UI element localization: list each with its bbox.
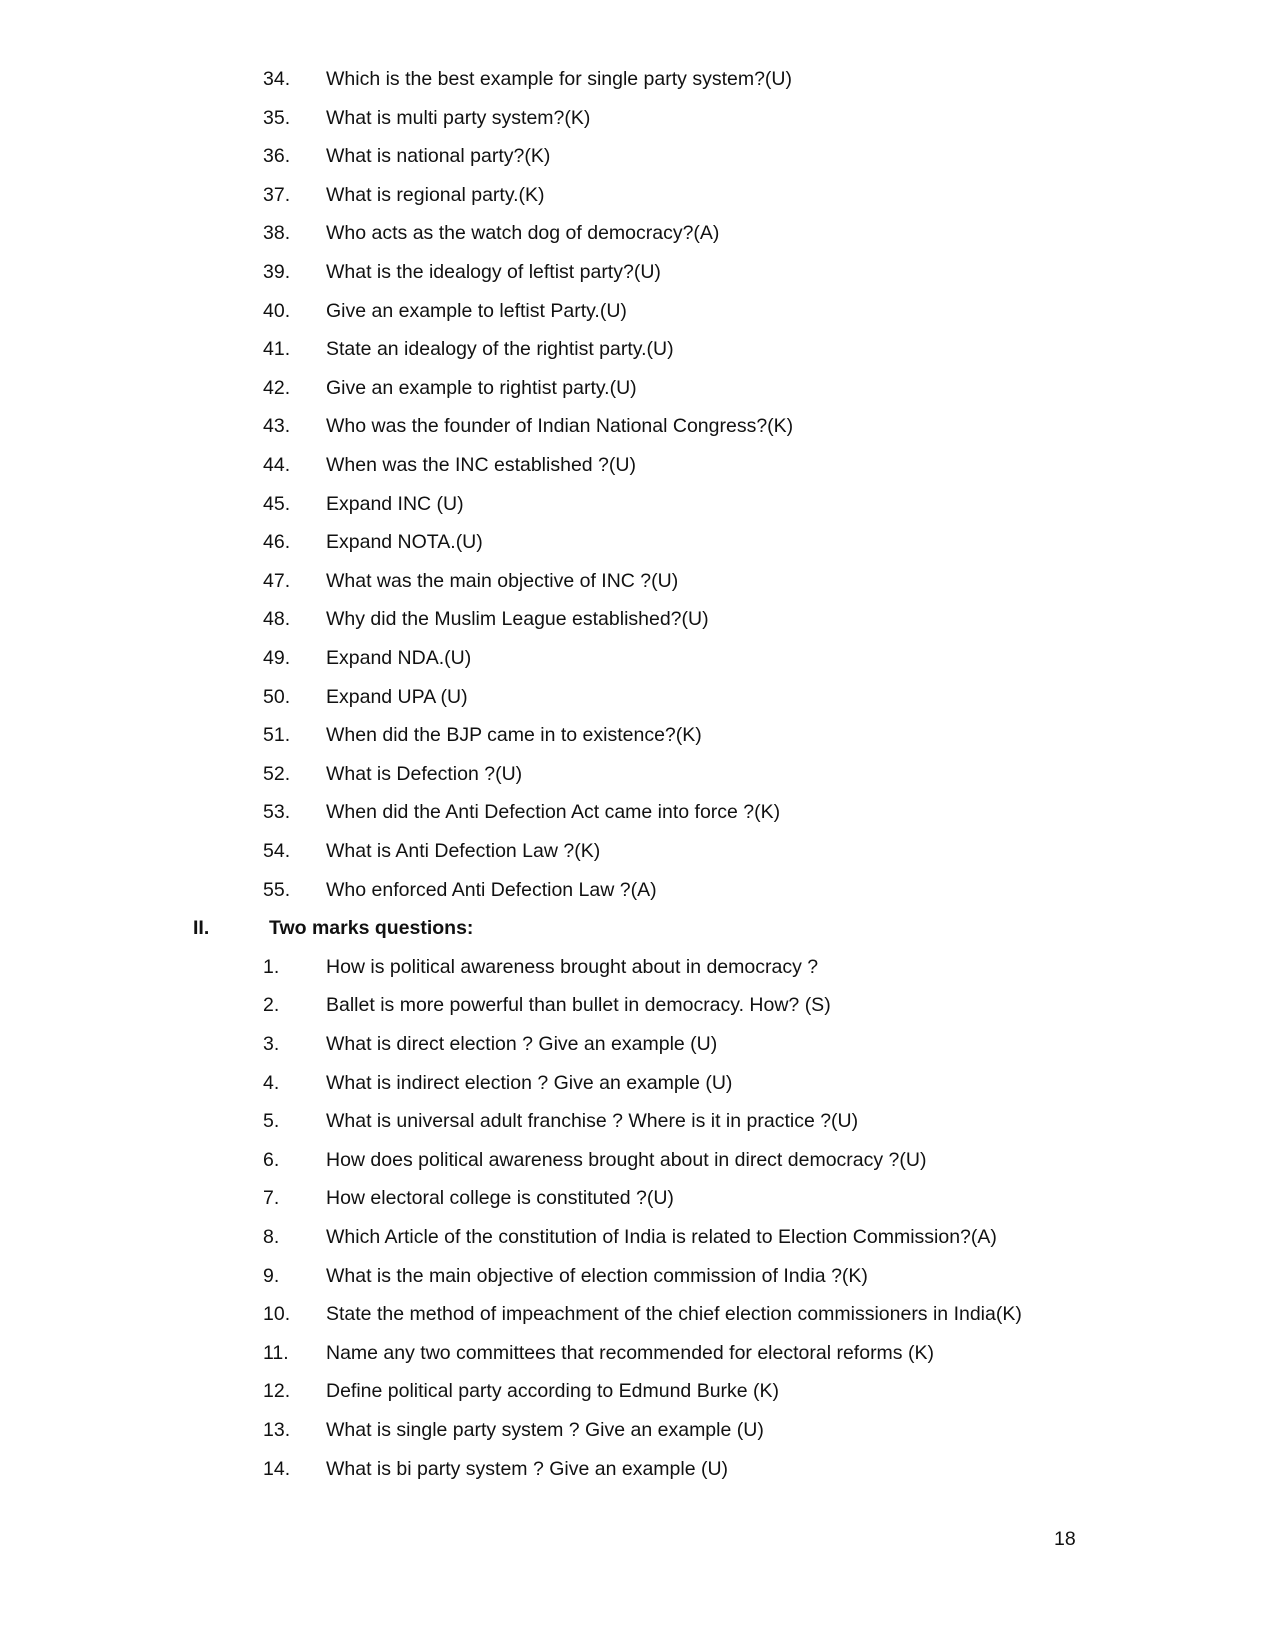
question-number: 42. <box>263 376 291 399</box>
question-text: When did the BJP came in to existence?(K) <box>326 724 702 747</box>
question-text: Ballet is more powerful than bullet in democracy. How? (S) <box>326 994 831 1017</box>
question-text: What is direct election ? Give an example (U) <box>326 1033 718 1055</box>
question-text: What is Anti Defection Law ?(K) <box>326 840 601 862</box>
question-number: 5. <box>263 1110 280 1133</box>
question-text: What is universal adult franchise ? Where is it in practice ?(U) <box>326 1110 859 1133</box>
question-number: 12. <box>263 1380 291 1403</box>
question-number: 43. <box>263 415 291 438</box>
question-text: When did the Anti Defection Act came into force ?(K) <box>326 801 781 824</box>
question-text: How electoral college is constituted ?(U) <box>326 1187 674 1210</box>
question-text: Expand INC (U) <box>326 492 464 515</box>
question-text: Give an example to leftist Party.(U) <box>326 299 627 322</box>
question-text: What is Defection ?(U) <box>326 762 523 785</box>
question-number: 53. <box>263 801 291 824</box>
section-title: Two marks questions: <box>269 917 474 940</box>
question-text: Expand NDA.(U) <box>326 647 472 669</box>
question-number: 3. <box>263 1033 280 1055</box>
question-text: Who acts as the watch dog of democracy?(A) <box>326 222 720 245</box>
question-text: Expand UPA (U) <box>326 685 468 708</box>
question-text: Which Article of the constitution of India is related to Election Commission?(A) <box>326 1226 997 1248</box>
question-number: 38. <box>263 222 291 245</box>
question-number: 9. <box>263 1264 280 1287</box>
question-text: What is bi party system ? Give an example (U) <box>326 1457 729 1480</box>
question-text: How does political awareness brought about in direct democracy ?(U) <box>326 1148 927 1171</box>
question-text: What is multi party system?(K) <box>326 106 591 129</box>
question-text: Give an example to rightist party.(U) <box>326 376 637 399</box>
question-number: 1. <box>263 955 280 978</box>
question-text: What is the idealogy of leftist party?(U) <box>326 261 661 283</box>
question-text: How is political awareness brought about in democracy ? <box>326 955 819 978</box>
page-number: 18 <box>1054 1528 1076 1550</box>
question-text: What is national party?(K) <box>326 145 551 168</box>
question-number: 36. <box>263 145 291 168</box>
question-number: 55. <box>263 878 291 901</box>
question-number: 44. <box>263 454 291 476</box>
question-text: State an idealogy of the rightist party.(U) <box>326 338 674 361</box>
question-text: Who enforced Anti Defection Law ?(A) <box>326 878 657 901</box>
question-text: What was the main objective of INC ?(U) <box>326 569 679 592</box>
question-text: State the method of impeachment of the chief election commissioners in India(K) <box>326 1303 1022 1326</box>
question-number: 11. <box>263 1341 289 1364</box>
question-number: 51. <box>263 724 291 747</box>
question-text: Which is the best example for single party system?(U) <box>326 68 793 90</box>
question-text: What is the main objective of election commission of India ?(K) <box>326 1264 868 1287</box>
question-text: What is indirect election ? Give an example (U) <box>326 1071 733 1094</box>
question-text: Expand NOTA.(U) <box>326 531 483 554</box>
question-number: 41. <box>263 338 291 361</box>
question-text: Why did the Muslim League established?(U) <box>326 608 709 631</box>
question-number: 35. <box>263 106 291 129</box>
question-text: What is regional party.(K) <box>326 183 545 206</box>
question-number: 2. <box>263 994 280 1017</box>
question-number: 37. <box>263 183 291 206</box>
question-number: 52. <box>263 762 291 785</box>
question-number: 40. <box>263 299 291 322</box>
question-number: 54. <box>263 840 291 862</box>
question-text: Who was the founder of Indian National Congress?(K) <box>326 415 794 438</box>
question-number: 4. <box>263 1071 280 1094</box>
question-number: 14. <box>263 1457 291 1480</box>
question-number: 39. <box>263 261 291 283</box>
question-number: 10. <box>263 1303 291 1326</box>
question-number: 50. <box>263 685 291 708</box>
question-number: 47. <box>263 569 291 592</box>
question-text: What is single party system ? Give an example (U) <box>326 1419 764 1441</box>
section-number: II. <box>193 917 210 940</box>
question-number: 46. <box>263 531 291 554</box>
question-text: Define political party according to Edmund Burke (K) <box>326 1380 780 1403</box>
question-number: 34. <box>263 68 291 90</box>
question-text: When was the INC established ?(U) <box>326 454 636 476</box>
question-number: 49. <box>263 647 291 669</box>
question-number: 48. <box>263 608 291 631</box>
question-number: 7. <box>263 1187 280 1210</box>
question-number: 8. <box>263 1226 280 1248</box>
question-number: 13. <box>263 1419 291 1441</box>
question-number: 45. <box>263 492 291 515</box>
question-number: 6. <box>263 1148 280 1171</box>
question-text: Name any two committees that recommended for electoral reforms (K) <box>326 1341 934 1364</box>
